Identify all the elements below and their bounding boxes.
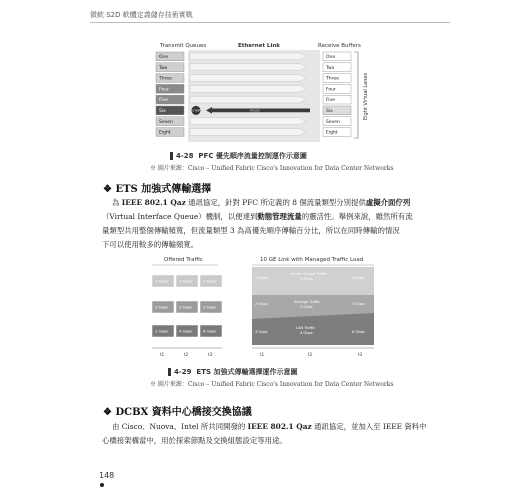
time-tick-right: t3 xyxy=(358,352,363,357)
ethernet-link-title: Ethernet Link xyxy=(238,43,280,49)
offered-traffic-value: 3 Gbps xyxy=(179,304,193,310)
transmit-queue-label: Five xyxy=(159,98,168,104)
offered-traffic-value: 3 Gbps xyxy=(203,304,217,310)
stop-label: STOP xyxy=(192,108,201,113)
section2-paragraph xyxy=(102,420,442,448)
page-number: 148 xyxy=(99,471,115,480)
time-tick-left: t2 xyxy=(184,352,189,357)
figure1-number: 4-28 xyxy=(176,152,194,160)
receive-buffer-label: Two xyxy=(326,65,335,71)
section2-heading-text: DCBX 資料中心橋接交換協議 xyxy=(115,407,252,418)
traffic-arrow xyxy=(190,53,306,60)
caption-bar-icon-2 xyxy=(168,368,171,376)
figure1-caption-text: PFC 優先順序流量控制運作示意圖 xyxy=(198,152,307,160)
managed-traffic-value: 3 Gbps xyxy=(255,330,268,334)
transmit-queues-title: Transmit Queues xyxy=(160,43,207,49)
time-tick-right: t1 xyxy=(260,352,265,357)
hpc-label: Server Cluster Traffic xyxy=(290,272,328,276)
time-tick-right: t2 xyxy=(308,352,313,357)
offered-traffic-value: 4 Gbps xyxy=(179,328,193,334)
traffic-arrow xyxy=(190,85,306,92)
transmit-queue-label: Four xyxy=(159,87,169,93)
section1-line4: 下可以使用較多的傳輸頻寬。 xyxy=(102,240,199,249)
managed-traffic-value: 2 Gbps xyxy=(255,302,268,306)
time-tick-left: t1 xyxy=(160,352,165,357)
traffic-arrow xyxy=(190,75,306,82)
offered-traffic-value: 3 Gbps xyxy=(155,278,169,284)
running-header: 微軟 S2D 軟體定義儲存技術實戰 xyxy=(90,11,193,19)
section1-heading: ❖ ETS 加強式傳輸選擇 xyxy=(103,184,212,195)
pause-label: PAUSE xyxy=(250,108,260,113)
receive-buffer-label: One xyxy=(326,55,336,60)
hpc-value: 3 Gbps xyxy=(300,277,313,281)
pfc-diagram xyxy=(150,40,375,148)
receive-buffer-label: Four xyxy=(326,87,336,93)
receive-buffers-title: Receive Buffers xyxy=(318,43,361,49)
managed-traffic-value: 6 Gbps xyxy=(352,330,365,334)
caption-bar-icon xyxy=(170,152,173,160)
section2-line2: 心橋接架構當中，用於探索節點及交換組態設定等用途。 xyxy=(102,436,287,445)
receive-buffer-label: Seven xyxy=(326,119,340,125)
header-rule xyxy=(90,22,450,23)
figure2-caption xyxy=(168,367,297,377)
offered-traffic-value: 3 Gbps xyxy=(155,304,169,310)
receive-buffer-label: Six xyxy=(326,109,333,114)
offered-traffic-value: 6 Gbps xyxy=(203,328,217,334)
storage-label: Storage Traffic xyxy=(294,300,320,304)
page-dot xyxy=(100,483,104,487)
section2-line1: 由 Cisco、Nuova、Intel 所共同開發的 IEEE 802.1 Qaz 通訊協定，並加入至 IEEE 資料中 xyxy=(112,422,427,431)
managed-traffic-value: 3 Gbps xyxy=(352,302,365,306)
managed-traffic-value: 4 Gbps xyxy=(352,276,365,280)
ets-diagram xyxy=(148,253,380,361)
transmit-queue-label: Three xyxy=(159,76,172,82)
figure2-caption-text: ETS 加強式傳輸選擇運作示意圖 xyxy=(196,368,298,376)
transmit-queue-label: One xyxy=(159,55,169,60)
offered-traffic-title: Offered Traffic xyxy=(164,257,203,263)
section1-heading-text: ETS 加強式傳輸選擇 xyxy=(115,184,212,195)
lanes-bracket xyxy=(354,52,358,138)
lan-label: LAN Traffic xyxy=(296,326,316,330)
section1-line1: 為 IEEE 802.1 Qaz 通訊協定，針對 PFC 所定義的 8 個流量類型分別提供虛擬介面佇列 xyxy=(112,198,411,207)
figure1-source: ※ 圖片來源：Cisco – Unified Fabric Cisco's Innovation for Data Center Networks xyxy=(150,165,394,172)
traffic-arrow xyxy=(190,118,306,125)
section2-heading: ❖ DCBX 資料中心橋接交換協議 xyxy=(103,407,252,418)
storage-value: 3 Gbps xyxy=(300,305,313,309)
receive-buffer-label: Eight xyxy=(326,130,338,136)
offered-traffic-value: 3 Gbps xyxy=(179,278,193,284)
virtual-lanes-label: Eight Virtual Lanes xyxy=(363,72,369,120)
offered-traffic-value: 2 Gbps xyxy=(155,328,169,334)
transmit-queue-label: Two xyxy=(159,65,168,71)
figure2-number: 4-29 xyxy=(174,368,192,376)
managed-traffic-title: 10 GE Link with Managed Traffic Load xyxy=(260,257,364,263)
traffic-arrow xyxy=(190,64,306,71)
time-tick-left: t3 xyxy=(208,352,213,357)
section1-line3: 量類型共用整個傳輸頻寬，但流量類型 3 為高優先順序傳輸百分比，所以在同時傳輸的情況 xyxy=(102,226,400,235)
transmit-queue-label: Eight xyxy=(159,130,171,136)
section1-line2: （Virtual Interface Queue）機制，以便達到動態管理流量的靈活性。舉例來說，雖然所有流 xyxy=(102,212,413,221)
receive-buffer-label: Five xyxy=(326,98,335,104)
traffic-arrow xyxy=(190,96,306,103)
section1-paragraph xyxy=(102,196,442,252)
receive-buffer-label: Three xyxy=(326,76,339,82)
figure1-caption xyxy=(170,151,307,161)
figure2-source: ※ 圖片來源：Cisco – Unified Fabric Cisco's Innovation for Data Center Networks xyxy=(150,381,394,388)
managed-traffic-value: 3 Gbps xyxy=(255,276,268,280)
transmit-queue-label: Seven xyxy=(159,119,173,125)
offered-traffic-value: 2 Gbps xyxy=(203,278,217,284)
lan-value: 4 Gbps xyxy=(300,331,313,335)
transmit-queue-label: Six xyxy=(159,109,166,114)
traffic-arrow xyxy=(190,129,306,136)
